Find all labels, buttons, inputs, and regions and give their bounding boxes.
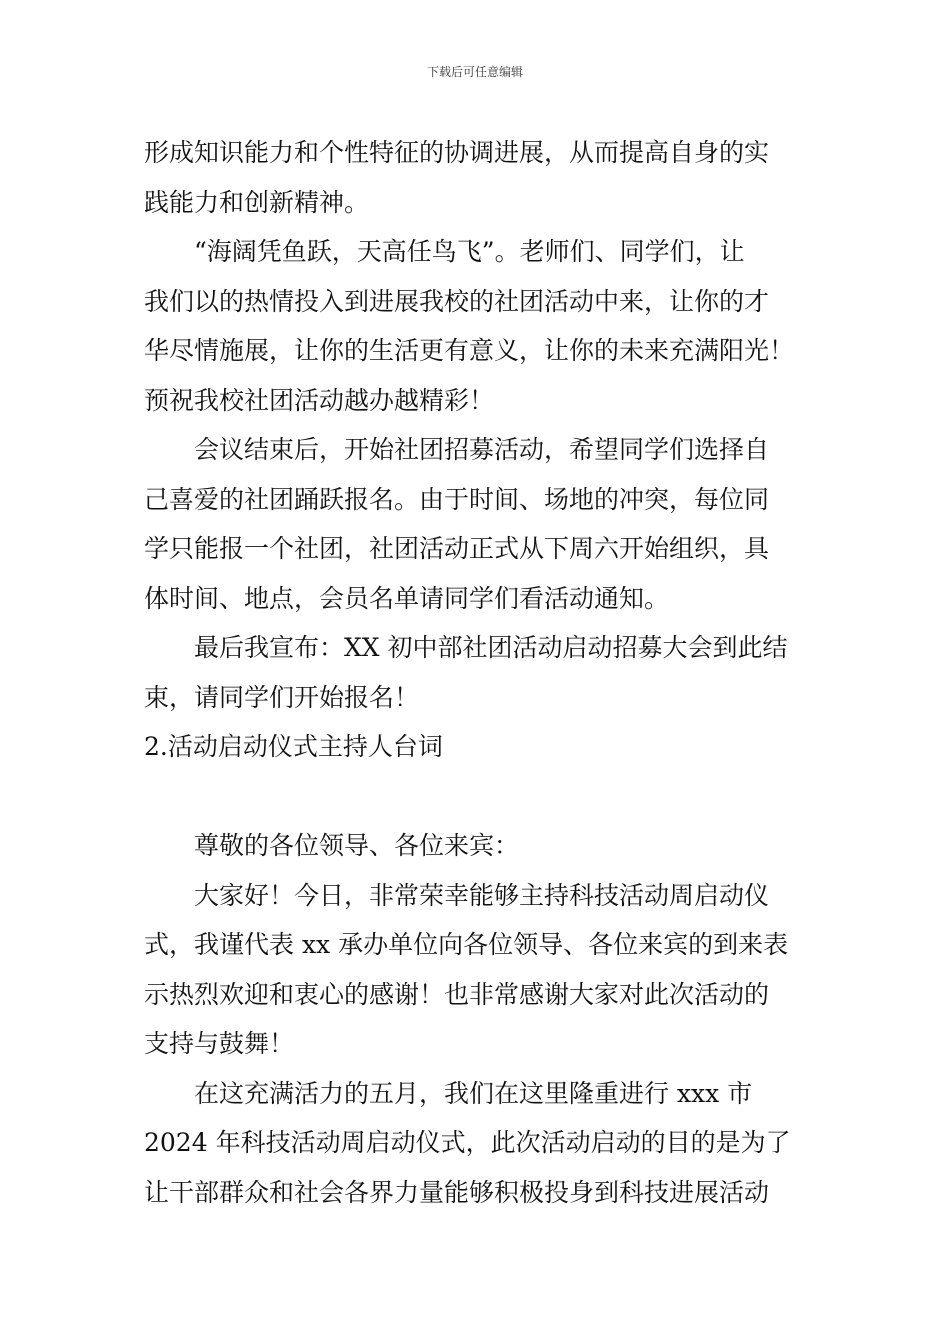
text-line: 预祝我校社团活动越办越精彩！ xyxy=(144,385,495,415)
text-line: 体时间、地点，会员名单请同学们看活动通知。 xyxy=(144,583,670,613)
text-line: 支持与鼓舞！ xyxy=(144,1029,295,1058)
text-line: 己喜爱的社团踊跃报名。由于时间、场地的冲突，每位同 xyxy=(144,484,770,514)
text-line: 形成知识能力和个性特征的协调进展，从而提高自身的实 xyxy=(144,138,770,167)
text-line: 在这充满活力的五月，我们在这里隆重进行 xxx 市 xyxy=(144,1078,753,1108)
text-line: 示热烈欢迎和衷心的感谢！也非常感谢大家对此次活动的 xyxy=(144,979,770,1009)
text-line: 尊敬的各位领导、各位来宾： xyxy=(144,831,520,860)
text-line: 践能力和创新精神。 xyxy=(144,187,370,217)
blank-line xyxy=(144,772,808,822)
text-line: 我们以的热情投入到进展我校的社团活动中来，让你的才 xyxy=(144,286,770,316)
document-body xyxy=(144,128,808,1217)
text-line: 大家好！今日，非常荣幸能够主持科技活动周启动仪 xyxy=(144,880,770,910)
page-header: 下载后可任意编辑 xyxy=(426,65,523,79)
text-line: 2024 年科技活动周启动仪式，此次活动启动的目的是为了 xyxy=(144,1128,791,1157)
text-line: 学只能报一个社团，社团活动正式从下周六开始组织，具 xyxy=(144,534,770,563)
text-line: 最后我宣布：XX 初中部社团活动启动招募大会到此结 xyxy=(144,633,788,662)
section-heading: 2.活动启动仪式主持人台词 xyxy=(144,732,443,761)
text-line: 会议结束后，开始社团招募活动，希望同学们选择自 xyxy=(144,435,770,464)
text-line: 华尽情施展，让你的生活更有意义，让你的未来充满阳光！ xyxy=(144,336,795,365)
text-line: 让干部群众和社会各界力量能够积极投身到科技进展活动 xyxy=(144,1177,770,1207)
text-line: 式，我谨代表 xx 承办单位向各位领导、各位来宾的到来表 xyxy=(144,930,789,959)
text-line: “海阔凭鱼跃，天高任鸟飞”。老师们、同学们，让 xyxy=(144,237,745,266)
text-line: 束，请同学们开始报名！ xyxy=(144,682,420,712)
